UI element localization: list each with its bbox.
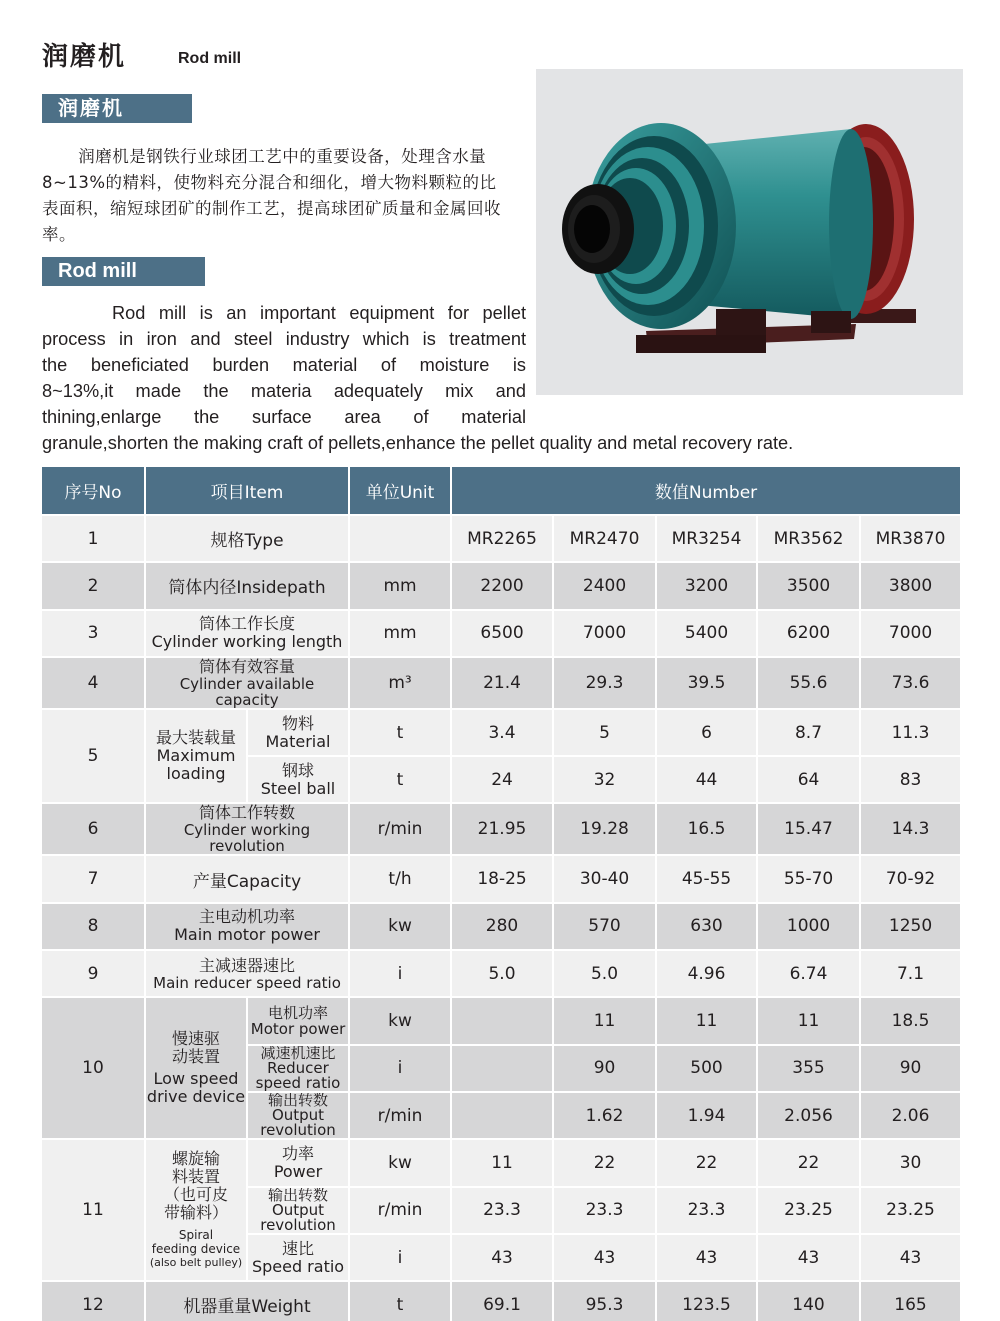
section-heading-en: Rod mill [42,257,205,286]
row-item: 规格Type [145,515,349,562]
cell-value: 16.5 [656,803,757,855]
cell-value: 1250 [860,903,961,950]
cell-value: 7.1 [860,950,961,997]
table-row [42,515,961,562]
cell-value: 6.74 [757,950,860,997]
subitem-en: Reducer [267,1058,329,1077]
row-item [145,657,349,709]
row-subitem [247,756,349,803]
subitem-cn: 功率 [282,1143,315,1163]
cell-value: 70-92 [860,855,961,902]
page-title-en: Rod mill [178,50,242,67]
intro-line: Rod mill is an important equipment for pellet [112,303,526,323]
subitem-en: Material [265,731,331,751]
cell-value: 6500 [451,610,553,657]
cell-value: 7000 [553,610,656,657]
row-item-en: Cylinder working length [151,632,343,652]
header-item: 项目Item [145,467,349,515]
row-item-cn: 主减速器速比 [199,955,296,975]
row-item [145,610,349,657]
cell-value: 11 [656,997,757,1044]
row-item-cn: 筒体有效容量 [199,656,296,676]
table-row [42,657,961,709]
row-group [145,997,247,1139]
row-no: 6 [42,803,145,855]
cell-value: 39.5 [656,657,757,709]
cell-value: 22 [553,1139,656,1186]
cell-value: 55-70 [757,855,860,902]
subitem-cn: 钢球 [282,760,315,780]
row-item [145,903,349,950]
cell-value: 30 [860,1139,961,1186]
cell-value: 73.6 [860,657,961,709]
row-item-en: Cylinder working revolution [183,821,311,856]
cell-value: 1.94 [656,1092,757,1139]
row-item: 机器重量Weight [145,1281,349,1321]
cell-value: 7000 [860,610,961,657]
cell-value: 500 [656,1045,757,1092]
subitem-cn: 物料 [282,713,315,733]
row-no: 10 [42,997,145,1139]
cell-value: 5 [553,709,656,756]
cell-value: 15.47 [757,803,860,855]
table-row [42,903,961,950]
cell-value: 21.95 [451,803,553,855]
table-header-row [42,467,961,515]
cell-value: 83 [860,756,961,803]
cell-value: 23.25 [757,1187,860,1234]
row-subitem [247,1092,349,1139]
cell-value: 45-55 [656,855,757,902]
subitem-en: speed ratio [255,1073,341,1092]
cell-value: 11 [451,1139,553,1186]
cell-value: 32 [553,756,656,803]
row-unit: t [349,1281,451,1321]
row-group [145,709,247,804]
cell-value: 90 [553,1045,656,1092]
header-unit: 单位Unit [349,467,451,515]
cell-value: 11 [553,997,656,1044]
cell-value: 6 [656,709,757,756]
intro-line: 8~13%,it made the materia adequately mix and [42,381,526,401]
cell-value: 11 [757,997,860,1044]
cell-value: 630 [656,903,757,950]
cell-value: 30-40 [553,855,656,902]
cell-value [451,1092,553,1139]
cell-value: 11.3 [860,709,961,756]
row-subitem [247,1234,349,1281]
cell-value: 23.25 [860,1187,961,1234]
intro-line: granule,shorten the making craft of pellets,enhance the pellet quality and metal recovery rate. [42,433,794,453]
row-no: 9 [42,950,145,997]
section-heading-cn: 润磨机 [42,94,192,123]
subitem-en: Output [271,1200,325,1219]
row-no: 2 [42,562,145,609]
group-en: Spiral [178,1228,214,1243]
row-unit: kw [349,1139,451,1186]
rod-mill-illustration [536,69,963,395]
row-no: 4 [42,657,145,709]
row-unit: i [349,950,451,997]
cell-value: 23.3 [656,1187,757,1234]
subitem-en: Speed ratio [251,1256,345,1276]
row-unit [349,515,451,562]
header-number: 数值Number [451,467,961,515]
table-row [42,950,961,997]
cell-value: 570 [553,903,656,950]
cell-value: 43 [656,1234,757,1281]
subitem-cn: 输出转数 [268,1091,329,1110]
intro-line: thining,enlarge the surface area of material [42,407,526,427]
cell-value: 22 [656,1139,757,1186]
row-unit: i [349,1234,451,1281]
cell-value: 23.3 [451,1187,553,1234]
row-unit: kw [349,903,451,950]
group-en: Maximum [156,746,236,766]
row-item-cn: 筒体工作长度 [199,614,296,634]
row-no: 1 [42,515,145,562]
cell-value: 43 [451,1234,553,1281]
cell-value: 8.7 [757,709,860,756]
row-item-cn: 筒体工作转数 [199,803,296,823]
row-subitem [247,709,349,756]
row-subitem [247,1139,349,1186]
cell-value: 18.5 [860,997,961,1044]
cell-value: 3500 [757,562,860,609]
subitem-en: Motor power [250,1020,346,1039]
table-row [42,709,961,756]
cell-value: 4.96 [656,950,757,997]
cell-value: 55.6 [757,657,860,709]
cell-value: MR3254 [656,515,757,562]
row-unit: r/min [349,1092,451,1139]
page-title-cn: 润磨机 [42,42,127,72]
group-en: feeding device [151,1242,241,1257]
row-item [145,803,349,855]
cell-value: 5.0 [553,950,656,997]
cell-value: 2400 [553,562,656,609]
subitem-en: Power [273,1161,323,1181]
intro-paragraph-cn: 润磨机是钢铁行业球团工艺中的重要设备，处理含水量8~13%的精料，使物料充分混合和细化，增大物料颗粒的比表面积，缩短球团矿的制作工艺，提高球团矿质量和金属回收率。 [42,147,501,244]
group-en: (also belt pulley) [149,1256,243,1270]
cell-value: 18-25 [451,855,553,902]
row-subitem [247,1045,349,1092]
cell-value: 23.3 [553,1187,656,1234]
row-group [145,1139,247,1281]
cell-value: 29.3 [553,657,656,709]
subitem-cn: 电机功率 [268,1004,329,1023]
row-unit: t/h [349,855,451,902]
cell-value: 2.056 [757,1092,860,1139]
cell-value: 64 [757,756,860,803]
cell-value: 24 [451,756,553,803]
group-cn: 最大装载量 [155,728,236,748]
subitem-en: Steel ball [260,778,336,798]
row-unit: mm [349,562,451,609]
group-cn: 螺旋输 [171,1149,220,1169]
cell-value: 69.1 [451,1281,553,1321]
row-no: 12 [42,1281,145,1321]
cell-value [451,997,553,1044]
row-no: 5 [42,709,145,804]
row-subitem [247,1187,349,1234]
group-cn: 带输料） [163,1203,228,1223]
cell-value: 123.5 [656,1281,757,1321]
subitem-cn: 速比 [282,1238,315,1258]
row-unit: r/min [349,1187,451,1234]
cell-value: 280 [451,903,553,950]
cell-value: 6200 [757,610,860,657]
cell-value: 95.3 [553,1281,656,1321]
cell-value: MR2265 [451,515,553,562]
cell-value: 44 [656,756,757,803]
subitem-cn: 减速机速比 [260,1044,336,1062]
table-row [42,610,961,657]
cell-value: 3800 [860,562,961,609]
cell-value: 2200 [451,562,553,609]
row-unit: t [349,709,451,756]
table-row [42,562,961,609]
specification-table [42,467,962,1321]
row-unit: t [349,756,451,803]
row-unit: mm [349,610,451,657]
cell-value: 1000 [757,903,860,950]
row-unit: m³ [349,657,451,709]
cell-value: 90 [860,1045,961,1092]
row-unit: i [349,1045,451,1092]
cell-value: 140 [757,1281,860,1321]
table-row [42,803,961,855]
cell-value: 43 [757,1234,860,1281]
row-unit: r/min [349,803,451,855]
subitem-en: revolution [260,1121,336,1140]
row-item [145,950,349,997]
cell-value: 43 [553,1234,656,1281]
group-cn: 料装置 [171,1167,220,1187]
rod-mill-photo [536,69,963,395]
row-subitem [247,997,349,1044]
cell-value: 21.4 [451,657,553,709]
cell-value: 1.62 [553,1092,656,1139]
cell-value: 43 [860,1234,961,1281]
row-item-en: Main motor power [174,925,320,945]
table-row [42,997,961,1044]
row-item-en: Main reducer speed ratio [153,973,341,992]
cell-value: 19.28 [553,803,656,855]
group-en: Low speed [153,1069,239,1089]
row-item: 产量Capacity [145,855,349,902]
group-cn: 动装置 [171,1047,220,1067]
row-item: 筒体内径Insidepath [145,562,349,609]
row-no: 3 [42,610,145,657]
cell-value: 2.06 [860,1092,961,1139]
header-no: 序号No [42,467,145,515]
cell-value: 22 [757,1139,860,1186]
subitem-en: revolution [260,1215,336,1234]
cell-value: 14.3 [860,803,961,855]
row-no: 8 [42,903,145,950]
subitem-cn: 输出转数 [268,1186,329,1204]
subitem-en: Output [271,1106,325,1125]
row-no: 11 [42,1139,145,1281]
group-en: loading [166,764,226,784]
group-cn: （也可皮 [163,1185,228,1205]
row-unit: kw [349,997,451,1044]
cell-value: 3200 [656,562,757,609]
cell-value: MR2470 [553,515,656,562]
row-no: 7 [42,855,145,902]
row-item-en: Cylinder available capacity [179,674,315,709]
intro-line: the beneficiated burden material of moisture is [42,355,526,375]
cell-value: 3.4 [451,709,553,756]
intro-line: process in iron and steel industry which is treatment [42,329,526,349]
table-row [42,1281,961,1321]
table-row [42,855,961,902]
cell-value: MR3870 [860,515,961,562]
cell-value [451,1045,553,1092]
group-en: drive device [146,1087,246,1107]
cell-value: 165 [860,1281,961,1321]
group-cn: 慢速驱 [171,1029,220,1049]
cell-value: 5400 [656,610,757,657]
cell-value: MR3562 [757,515,860,562]
cell-value: 355 [757,1045,860,1092]
cell-value: 5.0 [451,950,553,997]
row-item-cn: 主电动机功率 [199,907,296,927]
table-row [42,1139,961,1186]
